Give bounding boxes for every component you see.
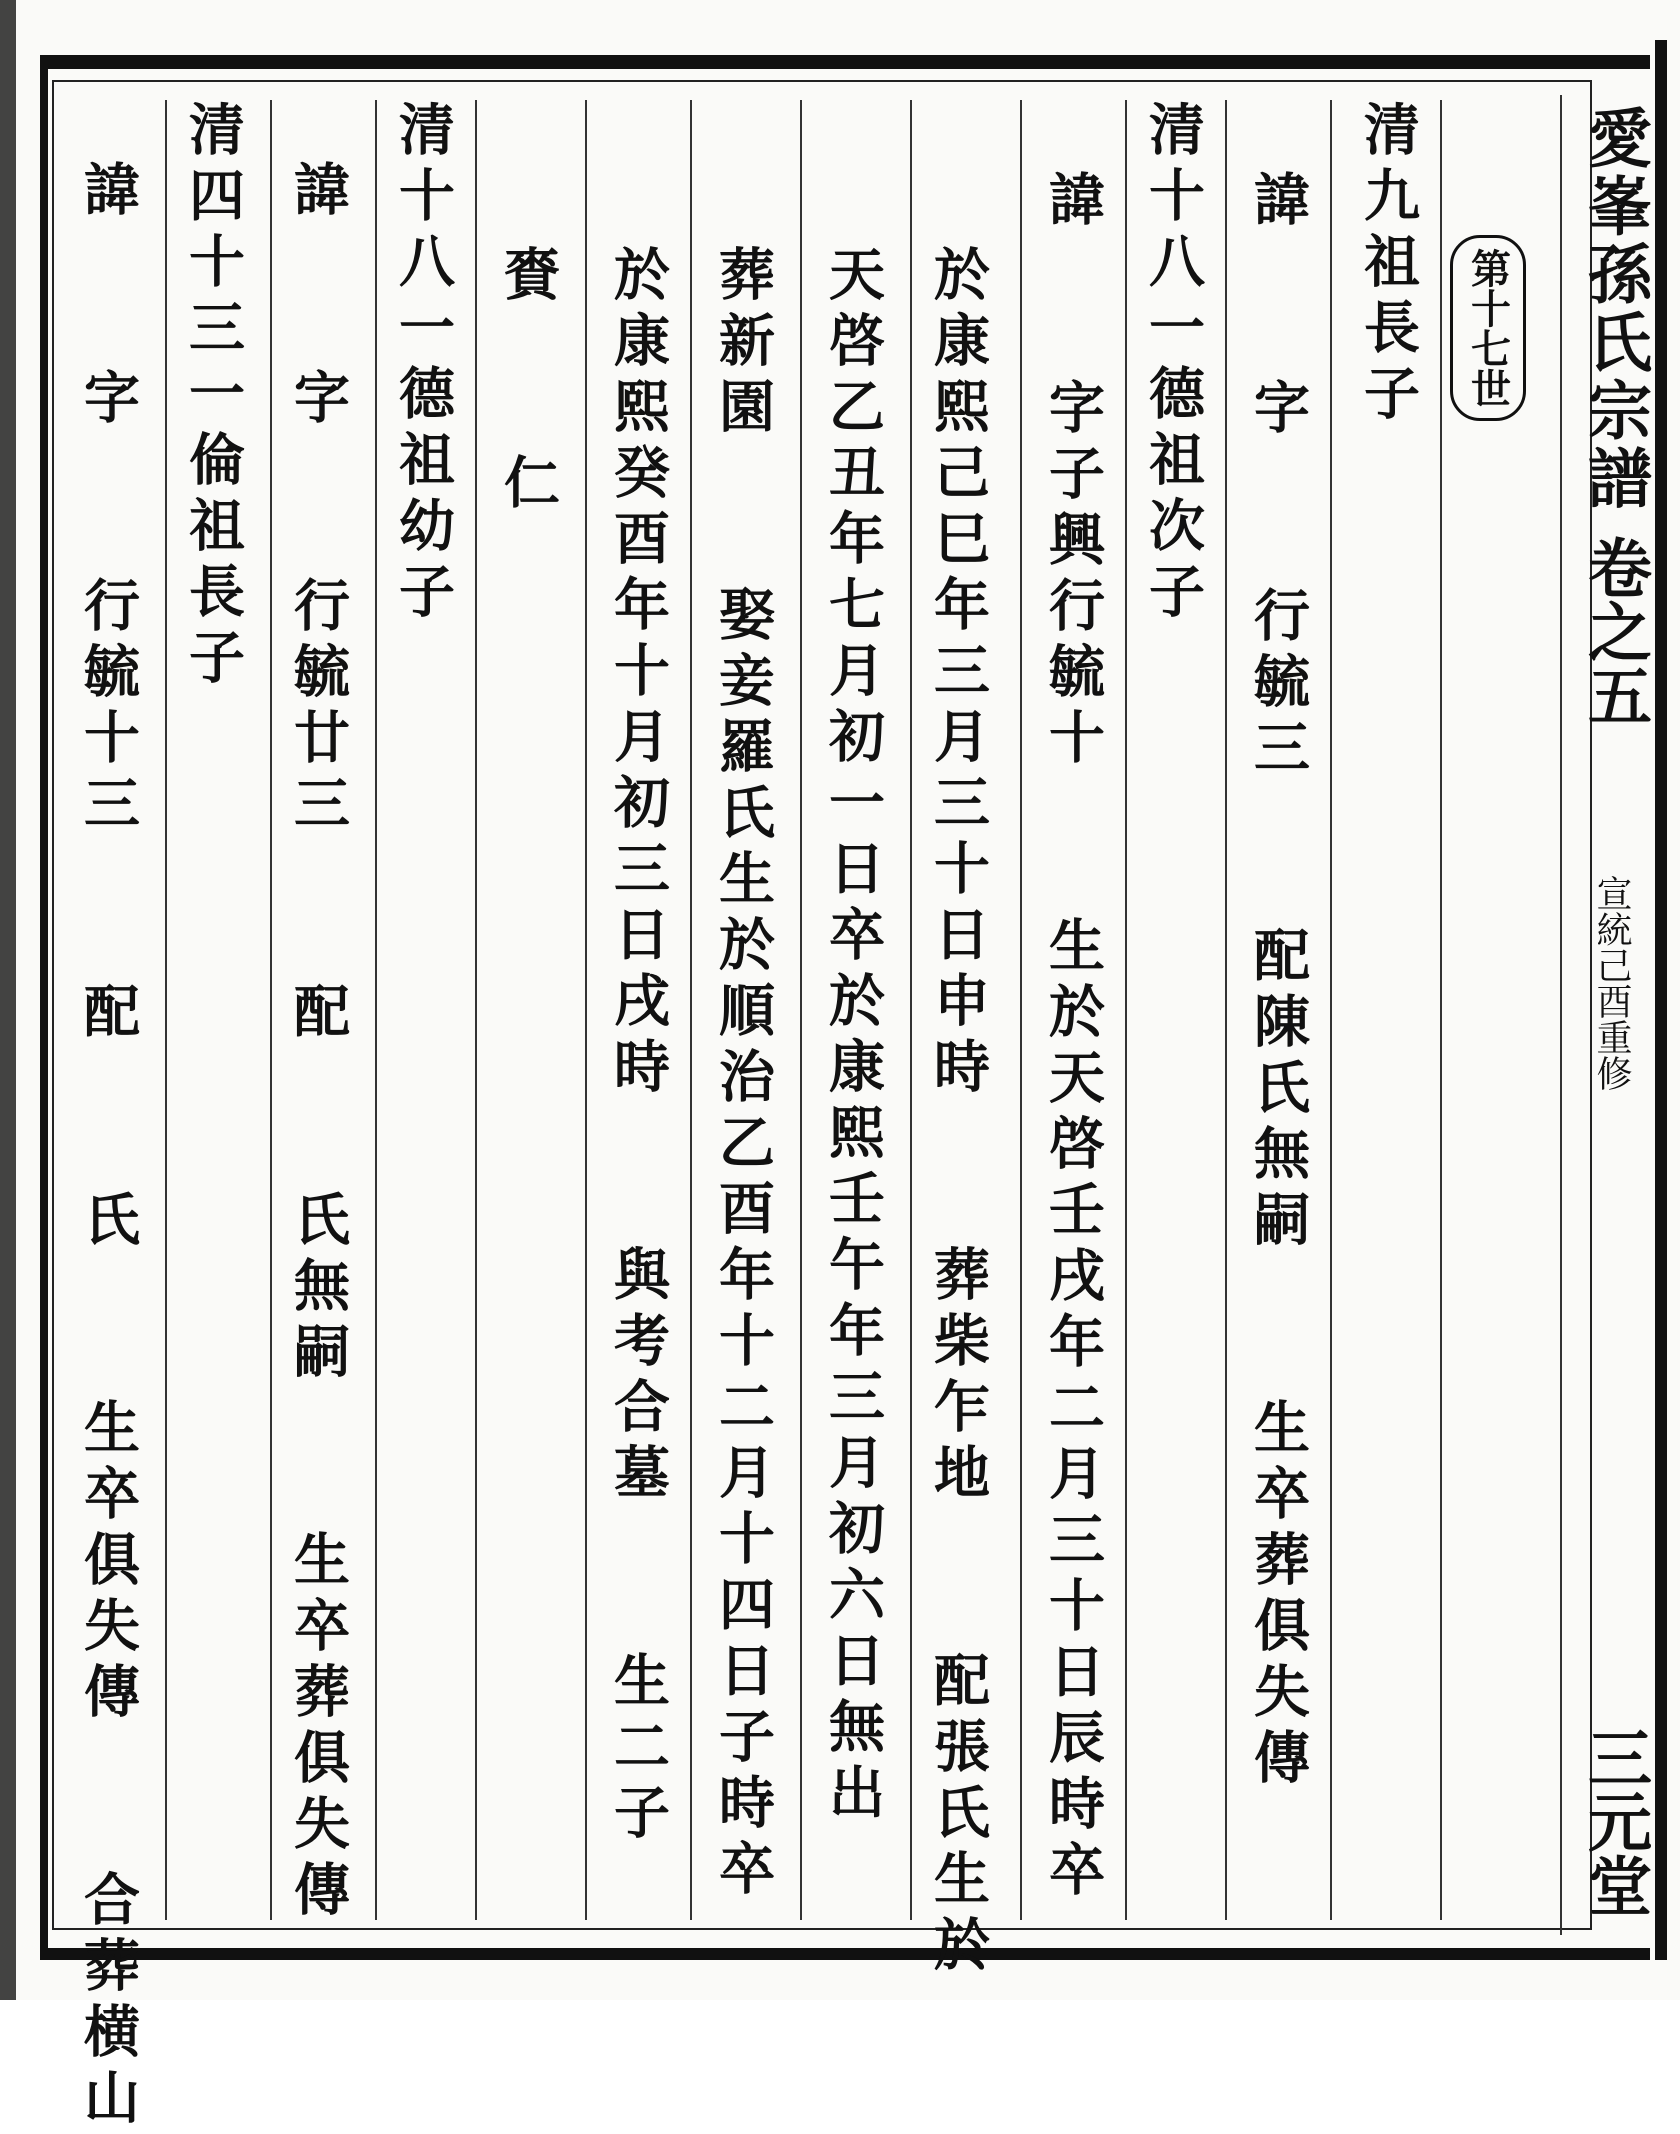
column-rule: [1440, 100, 1442, 1920]
text-column: 賚 仁: [495, 245, 561, 519]
text-column: 諱 字 行毓十三 配 氏 生卒俱失傳 合葬横山: [75, 160, 141, 2134]
header-column: [1560, 95, 1652, 1935]
column-rule: [1125, 100, 1127, 1920]
text-column: 清十八一德祖幼子: [390, 100, 456, 628]
generation-badge: 第十七世: [1450, 235, 1526, 421]
column-rule: [475, 100, 477, 1920]
text-column: 諱 字子興行毓十 生於天啓壬戌年二月三十日辰時卒: [1040, 170, 1106, 1906]
column-rule: [1225, 100, 1227, 1920]
text-column: 於康熙己巳年三月三十日申時 葬柴乍地 配張氏生於: [925, 245, 991, 1981]
edition-note: 宣統己酉重修: [1591, 875, 1632, 1091]
header-rule: [1560, 95, 1562, 1935]
column-rule: [1020, 100, 1022, 1920]
text-column: 天啓乙丑年七月初一日卒於康熙壬午年三月初六日無出: [820, 245, 886, 1829]
column-rule: [1330, 100, 1332, 1920]
column-rule: [690, 100, 692, 1920]
column-rule: [800, 100, 802, 1920]
column-rule: [270, 100, 272, 1920]
column-rule: [165, 100, 167, 1920]
text-column: 清十八一德祖次子: [1140, 100, 1206, 628]
book-title: 愛峯孫氏宗譜: [1577, 105, 1652, 513]
text-column: 於康熙癸酉年十月初三日戌時 與考合墓 生二子: [605, 245, 671, 1849]
column-rule: [375, 100, 377, 1920]
text-column: 諱 字 行毓三 配陳氏無嗣 生卒葬俱失傳: [1245, 170, 1311, 1794]
volume-label: 卷之五: [1577, 535, 1652, 727]
text-column: 諱 字 行毓廿三 配 氏無嗣 生卒葬俱失傳: [285, 160, 351, 1926]
text-column: 清九祖長子: [1355, 100, 1421, 430]
hall-name: 三元堂: [1577, 1725, 1652, 1917]
column-rule: [910, 100, 912, 1920]
text-column: 葬新園 娶妾羅氏生於順治乙酉年十二月十四日子時卒: [710, 245, 776, 1905]
column-rule: [585, 100, 587, 1920]
text-column: 清四十三一倫祖長子: [180, 100, 246, 694]
book-spine-edge: [0, 0, 16, 2000]
